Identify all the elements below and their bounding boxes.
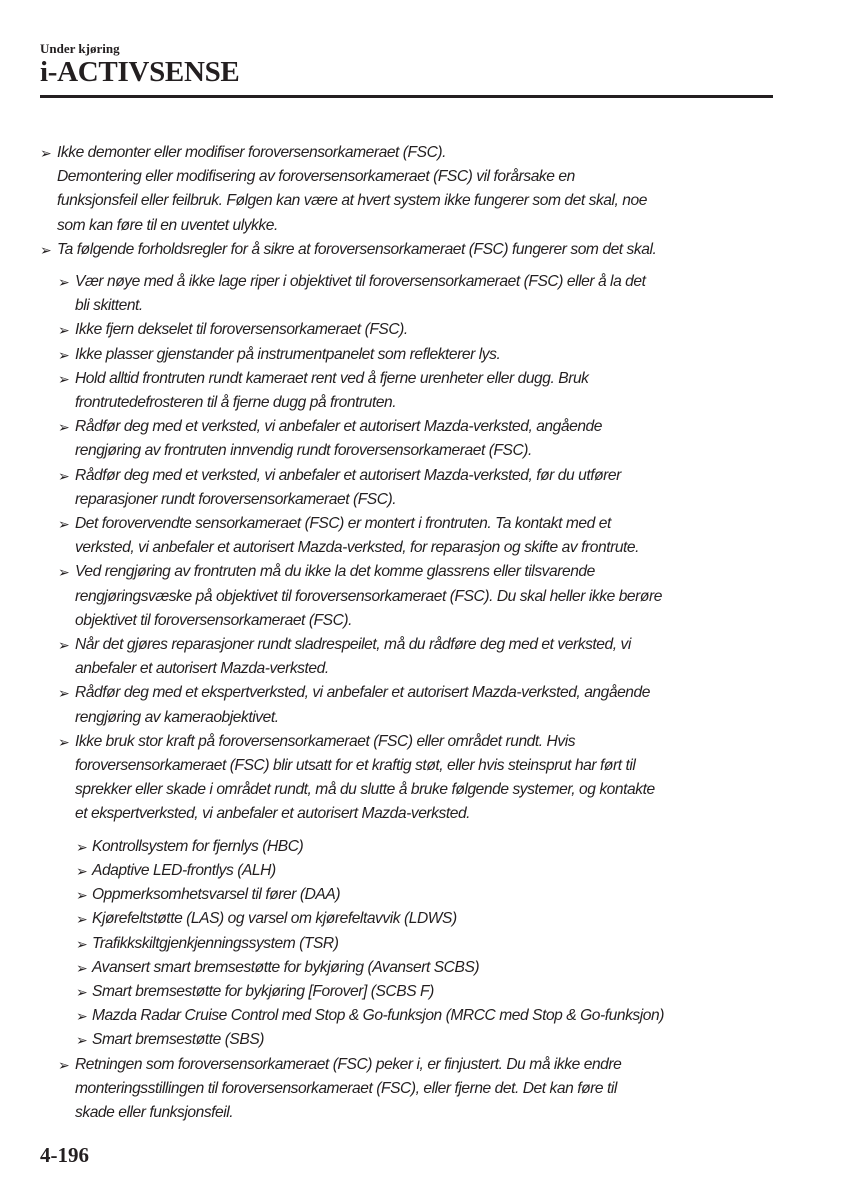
- list-item: [40, 932, 800, 956]
- list-item: [40, 1028, 800, 1052]
- list-item: [40, 980, 800, 1004]
- list-item-text-line: rengjøring av kameraobjektivet.: [75, 708, 279, 726]
- title-divider: [40, 95, 773, 98]
- arrow-bullet-icon: ➢: [58, 370, 70, 387]
- arrow-bullet-icon: ➢: [76, 959, 88, 976]
- list-item: [40, 1053, 800, 1126]
- arrow-bullet-icon: ➢: [58, 637, 70, 654]
- list-item: [40, 560, 800, 633]
- list-item-text-line: Hold alltid frontruten rundt kameraet rent ved å fjerne urenheter eller dugg. Bruk: [75, 369, 589, 387]
- list-item: [40, 343, 800, 367]
- page-number: 4-196: [40, 1143, 89, 1167]
- list-item-text-line: Ta følgende forholdsregler for å sikre at foroversensorkameraet (FSC) fungerer som det skal.: [57, 240, 657, 258]
- list-item-text-line: verksted, vi anbefaler et autorisert Mazda-verksted, for reparasjon og skifte av frontrute.: [75, 539, 640, 557]
- arrow-bullet-icon: ➢: [58, 1056, 70, 1073]
- list-item-text-line: Avansert smart bremsestøtte for bykjøring (Avansert SCBS): [92, 958, 480, 976]
- list-item: [40, 835, 800, 859]
- list-item: [40, 681, 800, 729]
- list-item-text-line: objektivet til foroversensorkameraet (FSC).: [75, 611, 353, 629]
- list-item-text-line: Trafikkskiltgjenkjenningssystem (TSR): [92, 934, 339, 952]
- list-item: [40, 270, 800, 318]
- list-item-text-line: som kan føre til en uventet ulykke.: [57, 216, 278, 234]
- list-item-text-line: Vær nøye med å ikke lage riper i objektivet til foroversensorkameraet (FSC) eller å la det: [75, 273, 646, 291]
- list-item-text-line: Kontrollsystem for fjernlys (HBC): [92, 837, 304, 855]
- list-item-text-line: skade eller funksjonsfeil.: [75, 1103, 234, 1121]
- arrow-bullet-icon: ➢: [76, 935, 88, 952]
- list-item-text-line: funksjonsfeil eller feilbruk. Følgen kan være at hvert system ikke fungerer som det skal, noe: [57, 192, 647, 210]
- list-item: [40, 730, 800, 827]
- arrow-bullet-icon: ➢: [40, 241, 52, 258]
- list-item: [40, 464, 800, 512]
- list-item-text-line: frontrutedefrosteren til å fjerne dugg på frontruten.: [75, 394, 397, 412]
- list-item-text-line: Ikke fjern dekselet til foroversensorkameraet (FSC).: [75, 321, 408, 339]
- list-item-text-line: Ved rengjøring av frontruten må du ikke la det komme glassrens eller tilsvarende: [75, 563, 595, 581]
- arrow-bullet-icon: ➢: [40, 145, 52, 161]
- list-item: [40, 238, 800, 262]
- list-item-text-line: Ikke bruk stor kraft på foroversensorkameraet (FSC) eller området rundt. Hvis: [75, 732, 576, 750]
- list-item-text-line: Rådfør deg med et verksted, vi anbefaler et autorisert Mazda-verksted, angående: [75, 418, 602, 436]
- list-item-text-line: Når det gjøres reparasjoner rundt sladrespeilet, må du rådføre deg med et verksted, vi: [75, 636, 631, 654]
- list-item-text-line: Rådfør deg med et ekspertverksted, vi anbefaler et autorisert Mazda-verksted, angående: [75, 684, 650, 702]
- list-item-text-line: Retningen som foroversensorkameraet (FSC) peker i, er finjustert. Du må ikke endre: [75, 1055, 622, 1073]
- list-item-text-line: foroversensorkameraet (FSC) blir utsatt for et kraftig støt, eller hvis steinsprut har ført til: [75, 757, 636, 775]
- list-item-text-line: Smart bremsestøtte for bykjøring [Forover] (SCBS F): [92, 982, 434, 1000]
- arrow-bullet-icon: ➢: [76, 983, 88, 1000]
- list-item: [40, 883, 800, 907]
- list-item-text-line: Smart bremsestøtte (SBS): [92, 1031, 265, 1049]
- list-item: [40, 633, 800, 681]
- list-item: [40, 318, 800, 342]
- list-item: [40, 907, 800, 931]
- list-item-text-line: reparasjoner rundt foroversensorkameraet (FSC).: [75, 490, 397, 508]
- list-item-text-line: et ekspertverksted, vi anbefaler et autorisert Mazda-verksted.: [75, 805, 471, 823]
- arrow-bullet-icon: ➢: [76, 838, 88, 855]
- arrow-bullet-icon: ➢: [76, 887, 88, 904]
- arrow-bullet-icon: ➢: [58, 346, 70, 363]
- list-item: [40, 859, 800, 883]
- list-item: [40, 956, 800, 980]
- arrow-bullet-icon: ➢: [58, 564, 70, 581]
- list-item-text-line: Ikke demonter eller modifiser foroversensorkameraet (FSC).: [57, 144, 447, 161]
- arrow-bullet-icon: ➢: [58, 322, 70, 339]
- list-item-text-line: rengjøring av frontruten innvendig rundt foroversensorkameraet (FSC).: [75, 442, 532, 460]
- arrow-bullet-icon: ➢: [76, 1032, 88, 1049]
- arrow-bullet-icon: ➢: [58, 733, 70, 750]
- list-item: [40, 141, 800, 238]
- list-item-text-line: Rådfør deg med et verksted, vi anbefaler et autorisert Mazda-verksted, før du utfører: [75, 466, 621, 484]
- arrow-bullet-icon: ➢: [58, 274, 70, 291]
- arrow-bullet-icon: ➢: [76, 911, 88, 928]
- list-item-text-line: sprekker eller skade i området rundt, må du slutte å bruke følgende systemer, og kontakte: [75, 781, 655, 799]
- list-item-text-line: Demontering eller modifisering av foroversensorkameraet (FSC) vil forårsake en: [57, 168, 575, 186]
- list-item-text-line: Oppmerksomhetsvarsel til fører (DAA): [92, 886, 341, 904]
- list-item-text-line: Ikke plasser gjenstander på instrumentpanelet som reflekterer lys.: [75, 345, 501, 363]
- arrow-bullet-icon: ➢: [58, 516, 70, 533]
- list-item-text-line: rengjøringsvæske på objektivet til foroversensorkameraet (FSC). Du skal heller ikke berøre: [75, 587, 662, 605]
- arrow-bullet-icon: ➢: [76, 1008, 88, 1025]
- page-title: i-ACTIVSENSE: [40, 56, 240, 88]
- list-item: [40, 415, 800, 463]
- list-item-text-line: Mazda Radar Cruise Control med Stop & Go-funksjon (MRCC med Stop & Go-funksjon): [92, 1007, 664, 1025]
- list-item: [40, 512, 800, 560]
- list-item-text-line: Adaptive LED-frontlys (ALH): [92, 861, 276, 879]
- list-item-text-line: monteringsstillingen til foroversensorkameraet (FSC), eller fjerne det. Det kan føre til: [75, 1079, 617, 1097]
- bullet-list: [40, 141, 800, 1125]
- arrow-bullet-icon: ➢: [58, 419, 70, 436]
- list-item-text-line: Det forovervendte sensorkameraet (FSC) er montert i frontruten. Ta kontakt med et: [75, 515, 611, 533]
- arrow-bullet-icon: ➢: [58, 467, 70, 484]
- arrow-bullet-icon: ➢: [76, 862, 88, 879]
- arrow-bullet-icon: ➢: [58, 685, 70, 702]
- list-item: [40, 1004, 800, 1028]
- list-item-text-line: bli skittent.: [75, 297, 143, 315]
- list-item-text-line: anbefaler et autorisert Mazda-verksted.: [75, 660, 329, 678]
- list-item-text-line: Kjørefeltstøtte (LAS) og varsel om kjørefeltavvik (LDWS): [92, 910, 457, 928]
- section-header: Under kjøring: [40, 41, 120, 56]
- list-item: [40, 367, 800, 415]
